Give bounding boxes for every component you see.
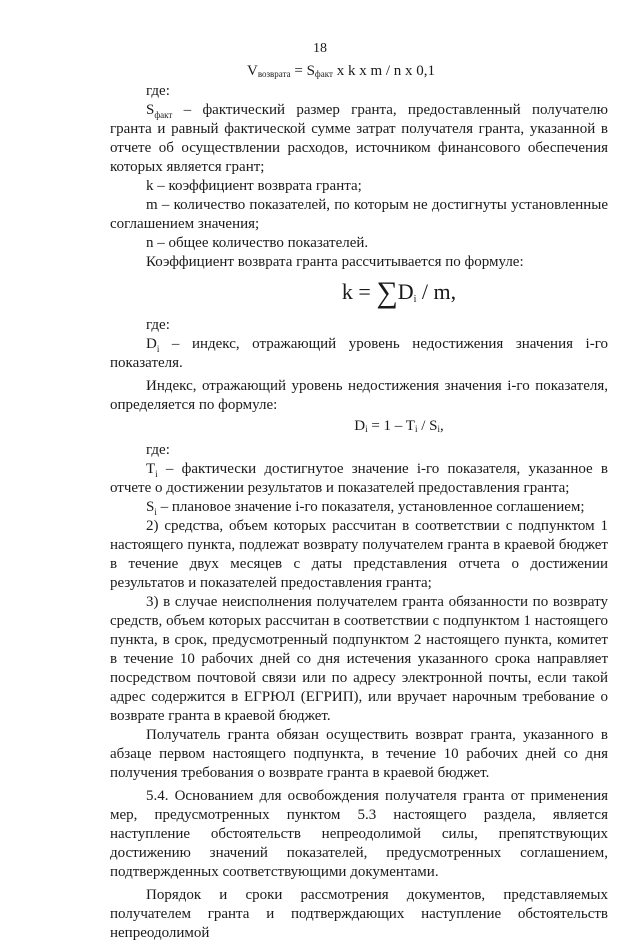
def-si-sub: i <box>154 507 157 517</box>
formula-d-s-sub: i <box>437 424 440 434</box>
formula-v-lhs-sub: возврата <box>257 69 291 79</box>
def-ti-sub: i <box>155 469 158 479</box>
def-n: n – общее количество показателей. <box>146 235 369 251</box>
def-ti <box>110 460 608 498</box>
formula-d <box>110 415 608 437</box>
def-di <box>110 335 608 373</box>
paragraph-5-4: 5.4. Основанием для освобождения получателя гранта от применения мер, предусмотренных пунктом 5.3 настоящего раздела, является наступление обстоятельств непреодолимой силы, препятствующих достижению значений показателей, предусмотренных соглашением, подтвержденных соответствующими документами. <box>110 788 608 880</box>
def-ti-symbol: T <box>146 461 156 477</box>
index-intro: Индекс, отражающий уровень недостижения значения i-го показателя, определяется по формуле: <box>110 378 608 413</box>
formula-v-lhs: V <box>246 63 258 79</box>
formula-d-t-sub: i <box>414 424 418 434</box>
def-ti-text: – фактически достигнутое значение i-го показателя, указанное в отчете о достижении результатов и показателей предоставления гранта; <box>110 461 608 496</box>
def-sfakt-text: – фактический размер гранта, предоставленный получателю гранта и равный фактической сумме затрат получателя гранта, указанной в отчете об осуществлении расходов, источником финансового обеспечения которых является грант; <box>110 102 608 175</box>
def-di-symbol: D <box>146 336 157 352</box>
where-label-2: где: <box>146 317 170 333</box>
formula-d-d-sub: i <box>365 424 368 434</box>
def-di-sub: i <box>156 344 160 354</box>
formula-k-rest: / m, <box>416 279 457 304</box>
def-si <box>110 498 608 517</box>
def-si-symbol: S <box>146 499 155 515</box>
where-label-3: где: <box>146 442 170 458</box>
def-di-text: – индекс, отражающий уровень недостижения значения i-го показателя. <box>110 336 608 371</box>
formula-d-mid2: / S <box>417 418 438 434</box>
paragraph-obligation: Получатель гранта обязан осуществить возврат гранта, указанного в абзаце первом настоящего подпункта, в течение 10 рабочих дней со дня получения требования о возврате гранта в краевой бюджет. <box>110 727 608 781</box>
formula-d-mid: = 1 – T <box>367 418 415 434</box>
formula-v-s-sub: факт <box>314 69 333 79</box>
paragraph-3: 3) в случае неисполнения получателем гранта обязанности по возврату средств, объем которых рассчитан в соответствии с подпунктом 1 настоящего пункта, в срок, предусмотренный подпунктом 2 настоящего пункта, комитет в течение 10 рабочих дней со дня истечения указанного срока направляет посредством почтовой связи или по адресу электронной почты, если такой адрес содержится в ЕГРЮЛ (ЕГРИП), или вручает нарочным требование о возврате гранта в краевой бюджет. <box>110 594 608 724</box>
formula-k-d-sub: i <box>413 294 417 305</box>
formula-v-rest: x k x m / n x 0,1 <box>332 63 436 79</box>
where-label-1: где: <box>146 83 170 99</box>
def-k: k – коэффициент возврата гранта; <box>146 178 362 194</box>
formula-k-d: D <box>397 279 414 304</box>
formula-v-return <box>0 62 640 81</box>
def-m: m – количество показателей, по которым не достигнуты установленные соглашением значения; <box>110 197 608 232</box>
formula-v-eq: = S <box>290 63 315 79</box>
sum-symbol: ∑ <box>376 276 398 309</box>
def-si-text: – плановое значение i-го показателя, установленное соглашением; <box>156 499 585 515</box>
def-sfakt-sub: факт <box>154 110 173 120</box>
formula-k <box>110 272 608 312</box>
page-number: 18 <box>313 41 327 56</box>
coef-intro: Коэффициент возврата гранта рассчитывается по формуле: <box>146 254 524 270</box>
paragraph-procedure: Порядок и сроки рассмотрения документов, представляемых получателем гранта и подтверждающих наступление обстоятельств непреодолимой <box>110 887 608 941</box>
formula-k-lhs: k = <box>341 279 377 304</box>
document-body <box>110 82 608 943</box>
formula-d-d: D <box>354 418 366 434</box>
paragraph-2: 2) средства, объем которых рассчитан в соответствии с подпунктом 1 настоящего пункта, подлежат возврату получателем гранта в краевой бюджет в течение двух месяцев с даты представления отчета о достижении результатов и показателей предоставления гранта; <box>110 518 608 591</box>
def-sfakt <box>110 101 608 177</box>
formula-d-end: , <box>440 418 444 434</box>
def-sfakt-symbol: S <box>146 102 155 118</box>
